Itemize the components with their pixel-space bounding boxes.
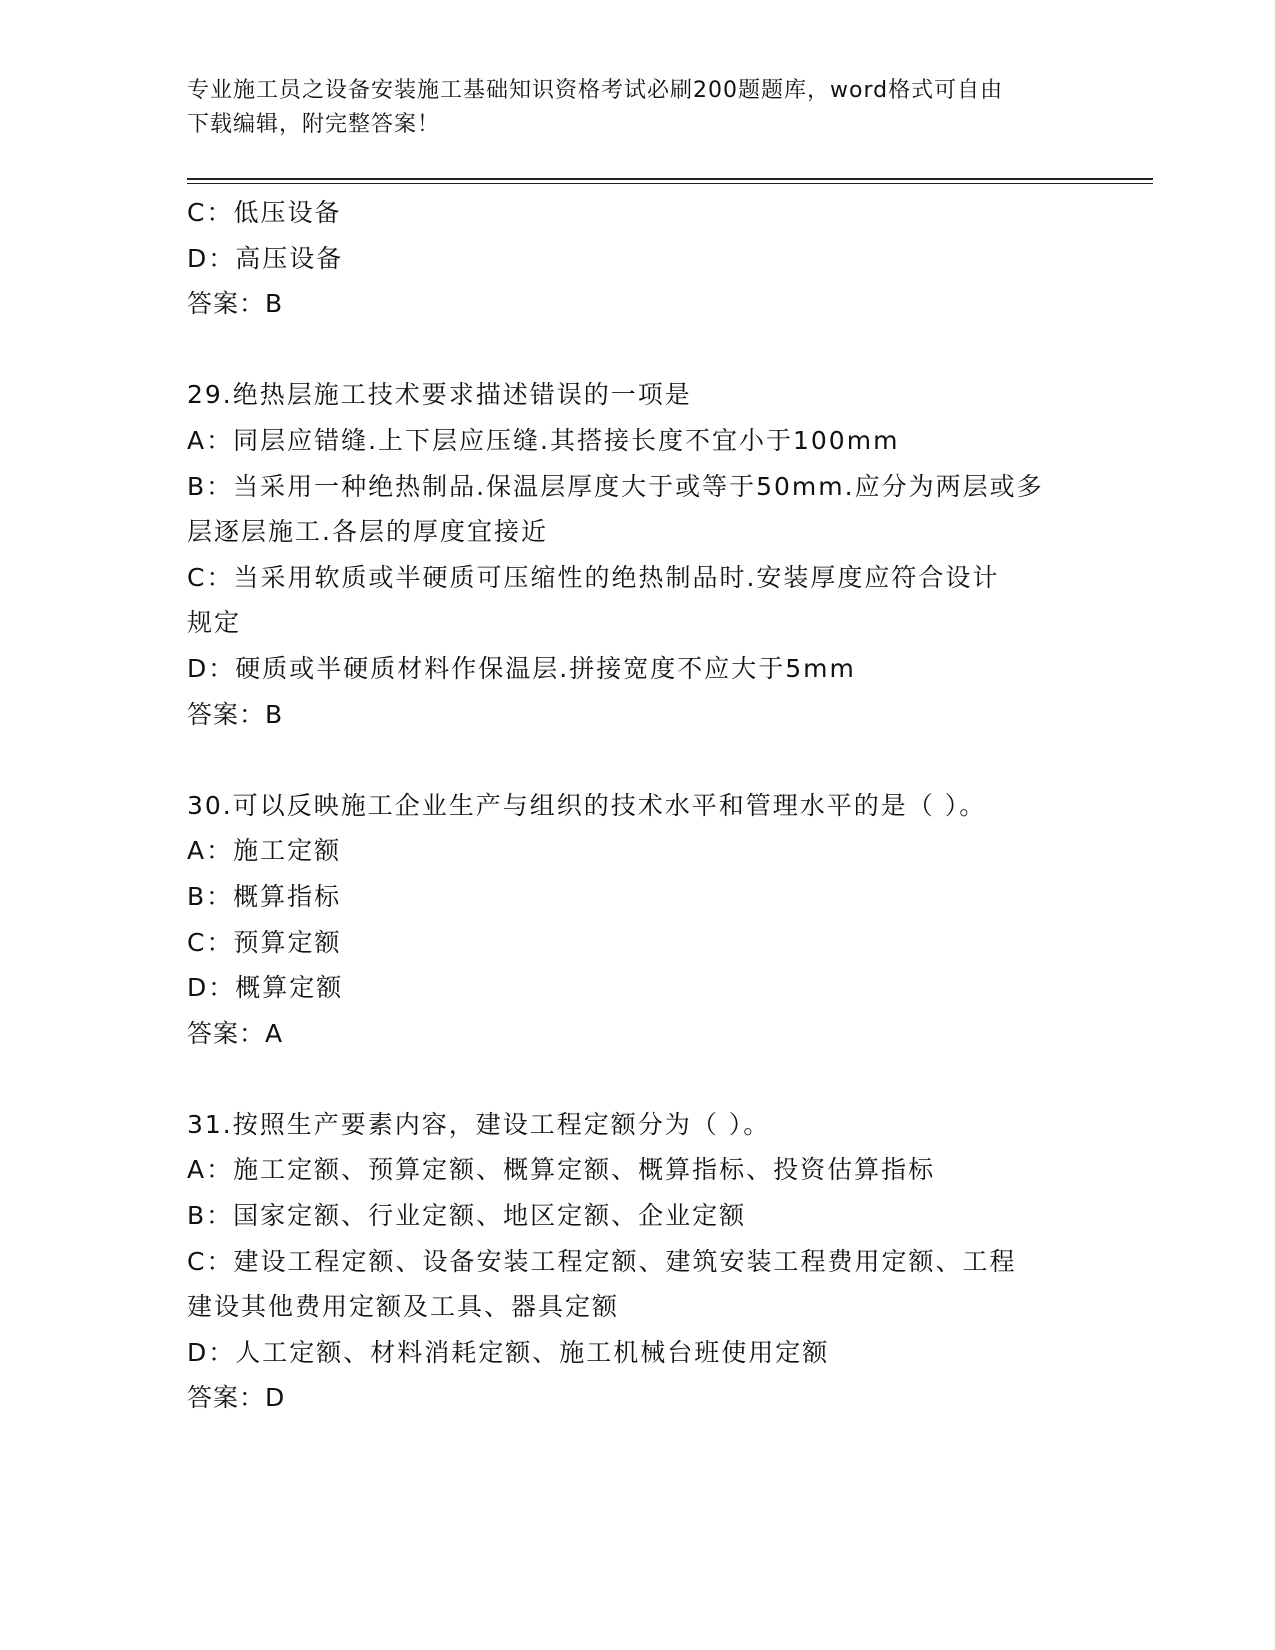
answer-line: 答案：B [187, 699, 284, 729]
option-a: A：施工定额 [187, 836, 342, 866]
question-stem-31: 31.按照生产要素内容，建设工程定额分为（ ）。 [187, 1109, 771, 1139]
option-c-cont: 建设其他费用定额及工具、器具定额 [187, 1292, 620, 1322]
answer-line: 答案：B [187, 289, 284, 319]
option-d: D：高压设备 [187, 243, 344, 273]
option-c: C：当采用软质或半硬质可压缩性的绝热制品时.安装厚度应符合设计 [187, 562, 1000, 592]
option-b-cont: 层逐层施工.各层的厚度宜接近 [187, 517, 548, 547]
option-d: D：硬质或半硬质材料作保温层.拼接宽度不应大于5mm [187, 653, 856, 683]
option-b: B：国家定额、行业定额、地区定额、企业定额 [187, 1201, 747, 1231]
option-c: C：预算定额 [187, 927, 342, 957]
header-line-1: 专业施工员之设备安装施工基础知识资格考试必刷200题题库，word格式可自由 [187, 78, 1004, 103]
question-stem-30: 30.可以反映施工企业生产与组织的技术水平和管理水平的是（ ）。 [187, 790, 987, 820]
option-b: B：概算指标 [187, 881, 342, 911]
question-list [187, 190, 1087, 1421]
option-b: B：当采用一种绝热制品.保温层厚度大于或等于50mm.应分为两层或多 [187, 471, 1044, 501]
option-d: D：人工定额、材料消耗定额、施工机械台班使用定额 [187, 1337, 830, 1367]
document-header [187, 74, 1087, 142]
question-stem-29: 29.绝热层施工技术要求描述错误的一项是 [187, 380, 692, 410]
header-divider-thin [187, 183, 1153, 184]
header-divider-thick [187, 178, 1153, 180]
option-a: A：同层应错缝.上下层应压缝.其搭接长度不宜小于100mm [187, 425, 900, 455]
option-c: C：低压设备 [187, 198, 342, 227]
option-d: D：概算定额 [187, 973, 344, 1003]
header-line-2: 下载编辑，附完整答案！ [187, 112, 441, 137]
option-c: C：建设工程定额、设备安装工程定额、建筑安装工程费用定额、工程 [187, 1246, 1017, 1276]
option-a: A：施工定额、预算定额、概算定额、概算指标、投资估算指标 [187, 1155, 936, 1185]
option-c-cont: 规定 [187, 608, 242, 638]
answer-line: 答案：A [187, 1018, 284, 1048]
answer-line: 答案：D [187, 1383, 286, 1413]
